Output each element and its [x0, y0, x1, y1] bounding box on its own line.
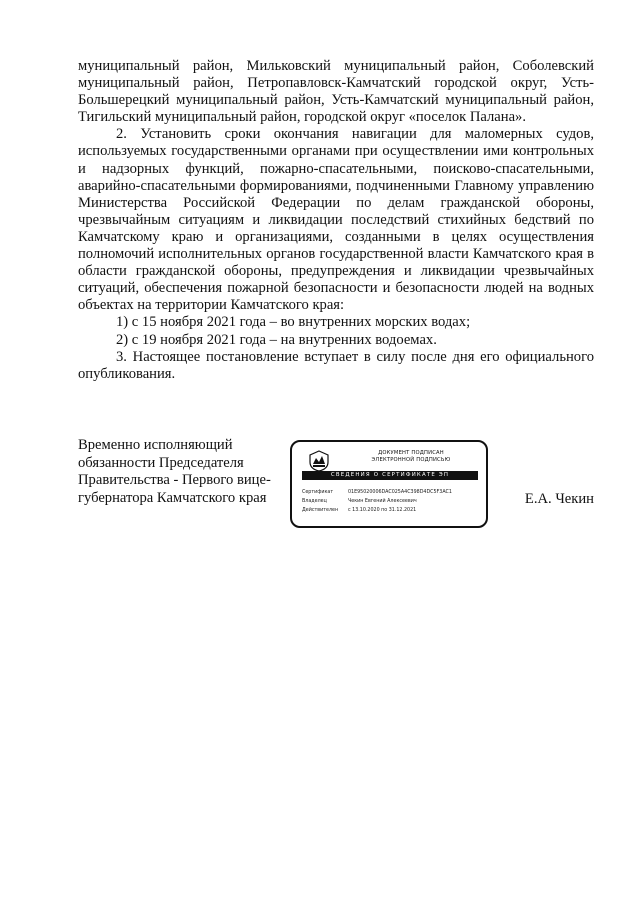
stamp-row-value: 01E95020006DAC025A4C398D4DC5F3AC1: [348, 490, 452, 495]
stamp-row: [302, 488, 480, 497]
signature-block: [78, 437, 594, 537]
signatory-name: Е.А. Чекин: [524, 491, 594, 507]
signatory-title: [78, 437, 278, 507]
stamp-row-label: Владелец: [302, 499, 327, 504]
stamp-row: [302, 497, 480, 506]
document-body: [78, 58, 594, 383]
stamp-row: [302, 506, 480, 515]
stamp-bar: СВЕДЕНИЯ О СЕРТИФИКАТЕ ЭП: [302, 471, 478, 480]
signatory-title-line: Временно исполняющий: [78, 437, 233, 453]
stamp-row-value: Чекин Евгений Алексеевич: [348, 499, 417, 504]
stamp-rows: [302, 488, 480, 515]
stamp-row-value: с 13.10.2020 по 31.12.2021: [348, 508, 417, 513]
signatory-title-line: обязанности Председателя: [78, 454, 244, 471]
paragraph: 2) с 19 ноября 2021 года – на внутренних водоемах.: [116, 331, 437, 348]
stamp-header-line: ДОКУМЕНТ ПОДПИСАН: [378, 450, 444, 456]
electronic-signature-stamp: [290, 440, 488, 528]
paragraph: 2. Установить сроки окончания навигации для маломерных судов, используемых государственными органами при осуществлении ими контрольных и надзорных функций, пожарно-спасательными, поисково-спасательными, аварийно-спасательными формированиями, подчиненными Главному управлению Министерства Российской Федерации по делам гражданской обороны, чрезвычайным ситуациям и ликвидации последствий стихийных бедствий по Камчатскому краю и организациями, созданными в целях осуществления полномочий исполнительных органов государственной власти Камчатского края в области гражданской обороны, предупреждения и ликвидации чрезвычайных ситуаций, обеспечения пожарной безопасности и безопасности людей на водных объектах на территории Камчатского края:: [78, 126, 594, 314]
stamp-row-label: Сертификат: [302, 490, 334, 495]
stamp-header-line: ЭЛЕКТРОННОЙ ПОДПИСЬЮ: [371, 457, 451, 463]
paragraph: 1) с 15 ноября 2021 года – во внутренних морских водах;: [116, 314, 471, 331]
coat-of-arms-icon: [308, 450, 330, 472]
paragraph: 3. Настоящее постановление вступает в силу после дня его официального опубликования.: [78, 348, 594, 382]
paragraph: муниципальный район, Мильковский муниципальный район, Соболевский муниципальный район, Петропавловск-Камчатский городской округ, Усть-Большерецкий муниципальный район, Усть-Камчатский муниципальный район, Тигильский муниципальный район, городской округ «поселок Палана».: [78, 58, 594, 126]
signatory-title-line: губернатора Камчатского края: [78, 489, 267, 506]
signatory-title-line: Правительства - Первого вице-: [78, 472, 271, 489]
stamp-row-label: Действителен: [302, 508, 339, 513]
stamp-header: [336, 450, 486, 464]
